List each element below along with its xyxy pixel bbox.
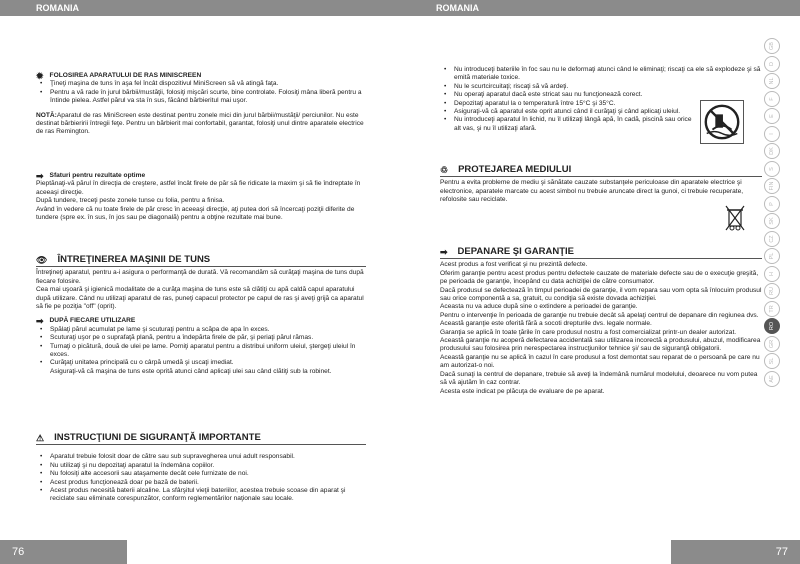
paragraph: Dacă sunaţi la centrul de depanare, trebuie să aveţi la îndemână numărul modelului, deoarece nu vom putea să vă ajutăm în caz contrar. — [440, 370, 758, 387]
list-item: • Nu introduceţi bateriile în foc sau nu le deformaţi atunci când le eliminaţi; riscaţi ca ele să explodeze şi să emită materiale toxice. — [440, 66, 762, 83]
lang-tab-sk[interactable]: SK — [764, 213, 780, 229]
paragraph: Această garanţie este oferită fără a socoti drepturile dvs. legale normale. — [440, 320, 652, 328]
safety-title: ⚠ INSTRUCŢIUNI DE SIGURANŢĂ IMPORTANTE — [36, 434, 366, 445]
miniscreen-section — [36, 72, 366, 137]
paragraph: Întreţineţi aparatul, pentru a-i asigura o performanţă de durată. Vă recomandăm să curăţaţi maşina de tuns după fiecare folosire. — [36, 269, 364, 285]
safety-section — [36, 434, 366, 504]
list-item: Asiguraţi-vă că maşina de tuns este oprită atunci când aplicaţi ulei sau când clătiţi sub la robinet. — [50, 367, 332, 375]
lang-tab-pl[interactable]: PL — [764, 248, 780, 264]
miniscreen-list — [36, 80, 366, 105]
arrow-right-icon: ➡ — [440, 247, 448, 257]
paragraph: Dacă produsul se defectează în timpul perioadei de garanţie, il vom repara sau vom opta să înlocuim produsul sau orice componentă a sa, gratuit, cu condiţia să existe dovada achiziţiei. — [440, 286, 762, 303]
lang-tab-s[interactable]: S — [764, 161, 780, 177]
lang-tab-ae[interactable]: AE — [764, 371, 780, 387]
after-use-title: ➡ DUPĂ FIECARE UTILIZARE — [36, 316, 136, 327]
lang-tab-f[interactable]: F — [764, 91, 780, 107]
paragraph: Cea mai uşoară şi igienică modalitate de a curăţa maşina de tuns este să clătiţi cu apă caldă capul aparatului după utilizare. Când nu utilizaţi aparatul de ras, puneţi capacul protector pe capul de ras şi aveţi grijă ca aparatul să fie pe poziţia "off" (oprit). — [36, 286, 364, 311]
sun-icon: ✹ — [36, 71, 44, 81]
list-item: • Nu folosiţi alte accesorii sau ataşamente decât cele furnizate de noi. — [36, 470, 366, 478]
list-item: • Scuturaţi uşor pe o suprafaţă plană, pentru a îndepărta firele de păr, şi periaţi părul rămas. — [36, 334, 366, 342]
list-item: • Ţineţi maşina de tuns în aşa fel încât dispozitivul MiniScreen să vă atingă faţa. — [36, 80, 366, 88]
header-left: ROMANIA — [0, 0, 400, 16]
list-item: • Spălaţi părul acumulat pe lame şi scuturaţi pentru a scăpa de apa în exces. — [36, 326, 366, 334]
arrow-right-icon: ➡ — [36, 316, 44, 327]
environment-title: ♲ PROTEJAREA MEDIULUI — [440, 166, 762, 177]
lang-tab-d[interactable]: D — [764, 56, 780, 72]
list-item: • Acest produs necesită baterii alcaline. La sfârşitul vieţii bateriilor, acestea trebuie scoase din aparat şi reciclate sau eliminate corespunzător, conform reglementărilor naţionale sau locale. — [36, 487, 366, 504]
paragraph: Aceasta nu va aduce după sine o extindere a perioadei de garanţie. — [440, 303, 638, 311]
lang-tab-ru[interactable]: RU — [764, 283, 780, 299]
paragraph: Având în vedere că nu toate firele de păr cresc în aceeaşi direcţie, aţi putea dori să încercaţi poziţii diferite de tundere (spre ex. în sus, în jos sau pe diagonală) pentru a obţine rezultate mai bune. — [36, 205, 355, 222]
list-item: • Nu le scurtcircuitaţi; riscaţi să vă ardeţi. — [440, 83, 762, 91]
arrow-right-icon: ➡ — [36, 171, 44, 181]
warranty-section — [440, 248, 762, 396]
paragraph: Garanţia se aplică în toate ţările în care produsul nostru a fost comercializat printr-un dealer autorizat. — [440, 328, 737, 336]
list-item: • Turnaţi o picătură, două de ulei pe lame. Porniţi aparatul pentru a distribui uniform uleiul, ştergeţi uleiul în exces. — [36, 343, 366, 360]
miniscreen-title: ✹ FOLOSIREA APARATULUI DE RAS MINISCREEN — [36, 71, 202, 81]
maintenance-section — [36, 256, 366, 376]
list-item: • Nu operaţi aparatul dacă este stricat sau nu funcţionează corect. — [440, 91, 762, 99]
tips-title: ➡ Sfaturi pentru rezultate optime — [36, 171, 146, 181]
paragraph: Pieptănaţi-vă părul în direcţia de creştere, astfel încât firele de păr să fie ridicate la maxim şi să fie îndreptate în aceeaşi direcţie. — [36, 180, 361, 196]
paragraph: Această garanţie nu acoperă defectarea accidentală sau utilizarea incorectă a produsului, abuzul, modificarea produsului sau folosirea prin nerespectarea instrucţiunilor tehnice şi/ sau de siguranţă obligatorii. — [440, 337, 761, 353]
recycle-icon: ♲ — [440, 165, 449, 175]
paragraph: Acest produs a fost verificat şi nu prezintă defecte. — [440, 261, 588, 269]
page-number-right: 77 — [671, 540, 800, 564]
list-item: • Nu introduceţi aparatul în lichid, nu îl utilizaţi lângă apă, în cadă, piscină sau orice alt vas, şi nu îl utilizaţi afară. — [440, 116, 762, 133]
lang-tab-nl[interactable]: NL — [764, 73, 780, 89]
list-item: • Nu utilizaţi şi nu depozitaţi aparatul la îndemâna copiilor. — [36, 462, 366, 470]
paragraph: Oferim garanţie pentru acest produs pentru defectele cauzate de materiale defecte sau de o execuţie greşită, pe perioada de garanţie, începând cu data achiziţiei de către consumator. — [440, 269, 759, 286]
lang-tab-cz[interactable]: CZ — [764, 231, 780, 247]
lang-tab-p[interactable]: P — [764, 196, 780, 212]
list-item: • Asiguraţi-vă că aparatul este oprit atunci când il curăţaţi şi când aplicaţi uleiul. — [440, 108, 762, 116]
maintenance-title: 👁 ÎNTREŢINEREA MAŞINII DE TUNS — [36, 256, 366, 267]
lang-tab-h[interactable]: H — [764, 266, 780, 282]
note: NOTĂ:Aparatul de ras MiniScreen este destinat pentru zonele mici din jurul bărbii/mustăţii/ perciunilor. Nu este destinat bărbieririi întregii feţe. Pentru un bărbierit mai confortabil, garantat, folosiţi unul dintre aparatele electrice de ras Remington. — [36, 111, 364, 136]
list-item: • Aparatul trebuie folosit doar de către sau sub supravegherea unui adult responsabil. — [36, 453, 366, 461]
crossed-bin-icon — [724, 204, 746, 232]
list-item: • Acest produs funcţionează doar pe bază de baterii. — [36, 479, 366, 487]
lang-tab-tr[interactable]: TR — [764, 301, 780, 317]
paragraph: Această garanţie nu se aplică în cazul în care produsul a fost demontat sau reparat de o persoană pe care nu am autorizat-o noi. — [440, 353, 760, 370]
lang-tab-gr[interactable]: GR — [764, 336, 780, 352]
header-right: ROMANIA — [400, 0, 800, 16]
list-item: • Pentru a vă rade în jurul bărbii/mustăţii, folosiţi mişcări scurte, bine controlate. Folosiţi mâna liberă pentru a întinde pielea. Astfel părul va sta în sus, făcând bărbieritul mai uşor. — [36, 89, 366, 106]
list-item: • Depozitaţi aparatul la o temperatură între 15°C şi 35°C. — [440, 100, 762, 108]
paragraph: După tundere, treceţi peste zonele tunse cu folia, pentru a finisa. — [36, 197, 225, 205]
language-tabs — [764, 38, 782, 388]
lang-tab-i[interactable]: I — [764, 126, 780, 142]
paragraph: Pentru a evita probleme de mediu şi sănătate cauzate substanţele periculoase din aparatele electrice şi electronice, aparatele marcate cu acest simbol nu trebuie aruncate direct la gunoi, ci trebuie recuperate, refolosite sau reciclate. — [440, 179, 744, 204]
lang-tab-e[interactable]: E — [764, 108, 780, 124]
lang-tab-fin[interactable]: FIN — [764, 178, 780, 194]
lang-tab-gb[interactable]: GB — [764, 38, 780, 54]
no-water-icon — [700, 100, 744, 144]
lang-tab-sl[interactable]: SL — [764, 353, 780, 369]
lang-tab-dk[interactable]: DK — [764, 143, 780, 159]
eye-icon: 👁 — [36, 255, 48, 265]
warranty-title: ➡ DEPANARE ŞI GARANŢIE — [440, 248, 762, 259]
page-number-left: 76 — [0, 540, 127, 564]
warning-icon: ⚠ — [36, 433, 45, 443]
tips-section — [36, 172, 366, 222]
after-use-list — [36, 326, 366, 376]
lang-tab-ro[interactable]: RO — [764, 318, 780, 334]
list-item: • Curăţaţi unitatea principală cu o cârpă umedă şi uscaţi imediat. — [36, 359, 366, 367]
safety-list — [36, 453, 366, 503]
paragraph: Pentru o intervenţie în perioada de garanţie nu trebuie decât să apelaţi centrul de depanare din regiunea dvs. — [440, 311, 759, 319]
paragraph: Acesta este indicat pe plăcuţa de evaluare de pe aparat. — [440, 387, 605, 395]
environment-section — [440, 166, 762, 205]
